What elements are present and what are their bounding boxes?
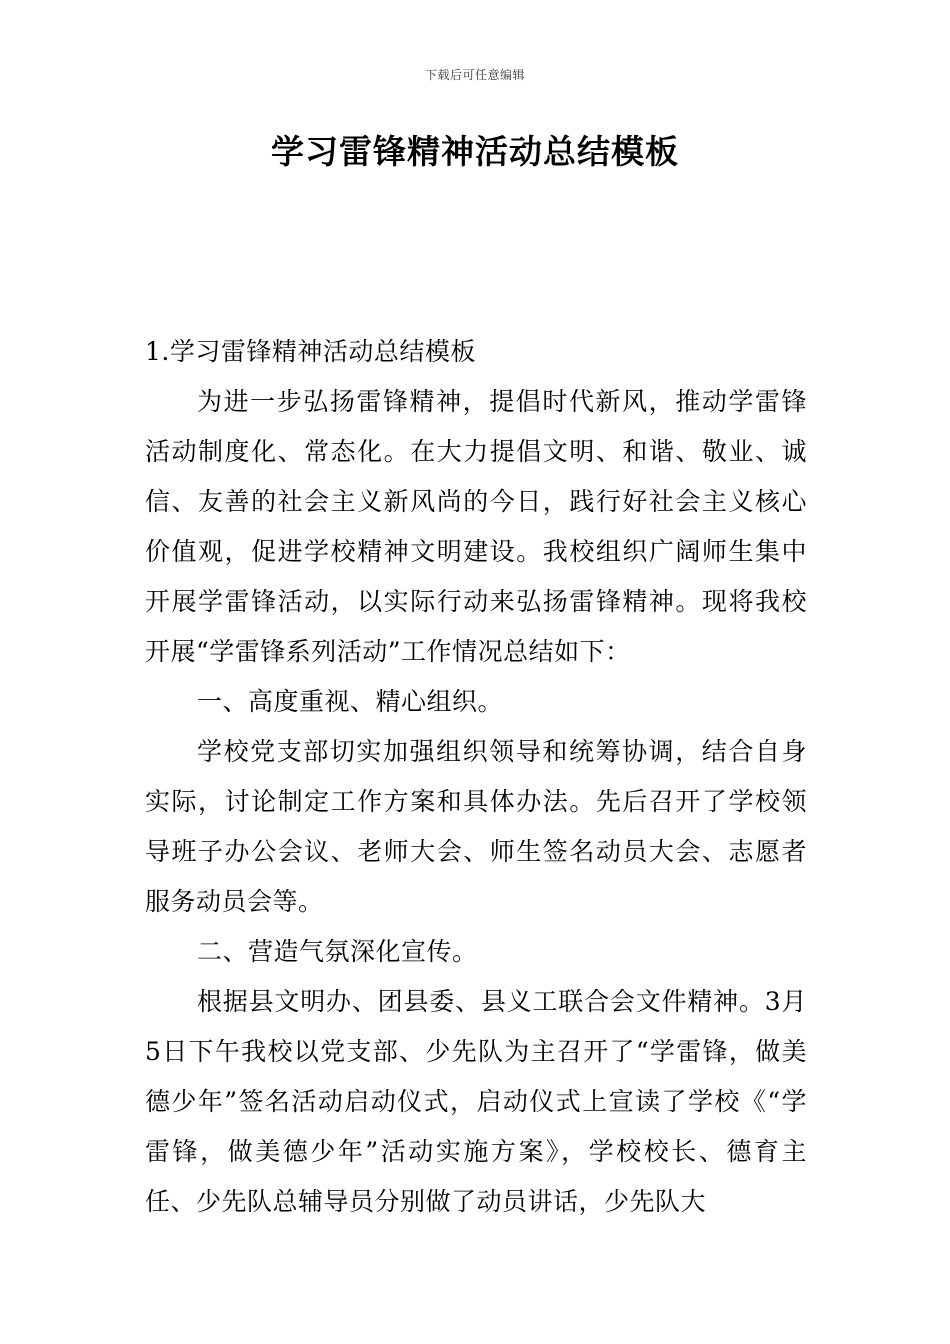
paragraph-intro: 为进一步弘扬雷锋精神，提倡时代新风，推动学雷锋活动制度化、常态化。在大力提倡文明、和谐、敬业、诚信、友善的社会主义新风尚的今日，践行好社会主义核心价值观，促进学校精神文明建设。我校组织广阔师生集中开展学雷锋活动，以实际行动来弘扬雷锋精神。现将我校开展“学雷锋系列活动”工作情况总结如下：	[145, 387, 807, 666]
section-heading-1: 一、高度重视、精心组织。	[197, 687, 504, 716]
document-body	[145, 327, 807, 1227]
paragraph-section-1: 学校党支部切实加强组织领导和统筹协调，结合自身实际，讨论制定工作方案和具体办法。先后召开了学校领导班子办公会议、老师大会、师生签名动员大会、志愿者服务动员会等。	[145, 737, 807, 916]
document-title: 学习雷锋精神活动总结模板	[271, 132, 679, 171]
header-note: 下载后可任意编辑	[424, 68, 525, 82]
paragraph-section-2: 根据县文明办、团县委、县义工联合会文件精神。3月5日下午我校以党支部、少先队为主召开了“学雷锋，做美德少年”签名活动启动仪式，启动仪式上宣读了学校《“学雷锋，做美德少年”活动实施方案》，学校校长、德育主任、少先队总辅导员分别做了动员讲话，少先队大	[145, 987, 807, 1216]
paragraph-heading: 1.学习雷锋精神活动总结模板	[145, 337, 476, 366]
section-heading-2: 二、营造气氛深化宣传。	[197, 937, 478, 966]
